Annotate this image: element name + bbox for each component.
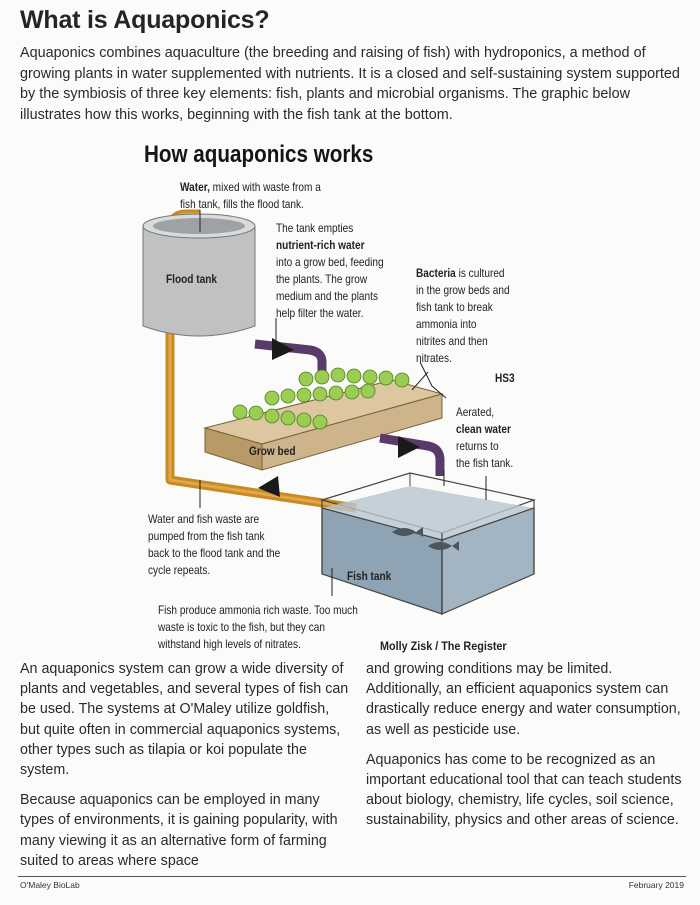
callout-tank-line: medium and the plants	[276, 289, 378, 303]
body-left-column	[20, 659, 352, 881]
callout-tank-empties	[276, 220, 384, 322]
footer-date: February 2019	[628, 880, 684, 890]
callout-bacteria-line: nitrates.	[416, 351, 452, 365]
body-right-column	[366, 659, 686, 841]
callout-bacteria	[416, 265, 510, 367]
footer-divider	[18, 876, 686, 877]
label-fish-tank: Fish tank	[347, 569, 392, 583]
callout-tank-line: the plants. The grow	[276, 272, 368, 286]
callout-ammonia-line: Fish produce ammonia rich waste. Too much	[158, 603, 358, 617]
label-flood-tank: Flood tank	[166, 272, 217, 286]
callout-water-bold: Water,	[180, 180, 210, 194]
callout-tank-line: help filter the water.	[276, 306, 364, 320]
image-credit: Molly Zisk / The Register	[380, 639, 507, 653]
footer-publication: O'Maley BioLab	[20, 880, 80, 890]
label-grow-bed: Grow bed	[249, 444, 296, 458]
callout-pump-line: back to the flood tank and the	[148, 546, 281, 560]
callout-water-text: mixed with waste from a	[209, 180, 321, 194]
body-paragraph: Aquaponics has come to be recognized as an important educational tool that can teach students about biology, chemistry, life cycles, soil science, sustainability, physics and other areas of science.	[366, 751, 682, 829]
callout-aerated-line: the fish tank.	[456, 456, 514, 470]
callout-water-line: fish tank, fills the flood tank.	[180, 197, 304, 211]
callout-bacteria-line: fish tank to break	[416, 300, 493, 314]
callout-bacteria-text: is cultured	[455, 266, 505, 280]
flow-arrow-icon	[272, 338, 294, 360]
callout-bacteria-line: in the grow beds and	[416, 283, 510, 297]
page-title: What is Aquaponics?	[20, 6, 270, 34]
fish-tank	[322, 473, 534, 614]
callout-pump-line: pumped from the fish tank	[148, 529, 265, 543]
figure-title: How aquaponics works	[144, 141, 374, 168]
callout-tank-line: The tank empties	[276, 221, 354, 235]
body-paragraph: Because aquaponics can be employed in many types of environments, it is gaining popularity, with many viewing it as an alternative form of farming suited to areas where space	[20, 792, 338, 869]
callout-aerated-line: returns to	[456, 439, 499, 453]
callout-aerated	[456, 404, 513, 472]
hs3-mark: HS3	[495, 371, 515, 385]
callout-pump-line: cycle repeats.	[148, 563, 211, 577]
callout-water	[180, 179, 321, 213]
callout-aerated-bold: clean water	[456, 422, 511, 436]
callout-pump	[148, 511, 280, 579]
callout-ammonia	[158, 602, 358, 653]
callout-bacteria-bold: Bacteria	[416, 266, 456, 280]
body-paragraph: An aquaponics system can grow a wide diversity of plants and vegetables, and several types of fish can be used. The systems at O'Maley utilize goldfish, but quite often in commercial aquaponics systems, other types such as tilapia or koi populate the system.	[20, 661, 349, 779]
callout-ammonia-line: withstand high levels of nitrates.	[158, 637, 301, 651]
callout-tank-bold: nutrient-rich water	[276, 238, 365, 252]
intro-paragraph: Aquaponics combines aquaculture (the breeding and raising of fish) with hydroponics, a method of growing plants in water supplemented with nutrients. It is a closed and self-sustaining system supported by the symbiosis of three key elements: fish, plants and microbial organisms. The graphic below illustrates how this works, beginning with the fish tank at the bottom.	[20, 45, 680, 123]
callout-ammonia-line: waste is toxic to the fish, but they can	[158, 620, 325, 634]
callout-bacteria-line: ammonia into	[416, 317, 477, 331]
callout-aerated-line: Aerated,	[456, 405, 495, 419]
callout-pump-line: Water and fish waste are	[148, 512, 260, 526]
callout-tank-line: into a grow bed, feeding	[276, 255, 384, 269]
callout-bacteria-line: nitrites and then	[416, 334, 488, 348]
body-paragraph: and growing conditions may be limited. Additionally, an efficient aquaponics system can drastically reduce energy and water consumption, as well as pesticide use.	[366, 661, 681, 738]
